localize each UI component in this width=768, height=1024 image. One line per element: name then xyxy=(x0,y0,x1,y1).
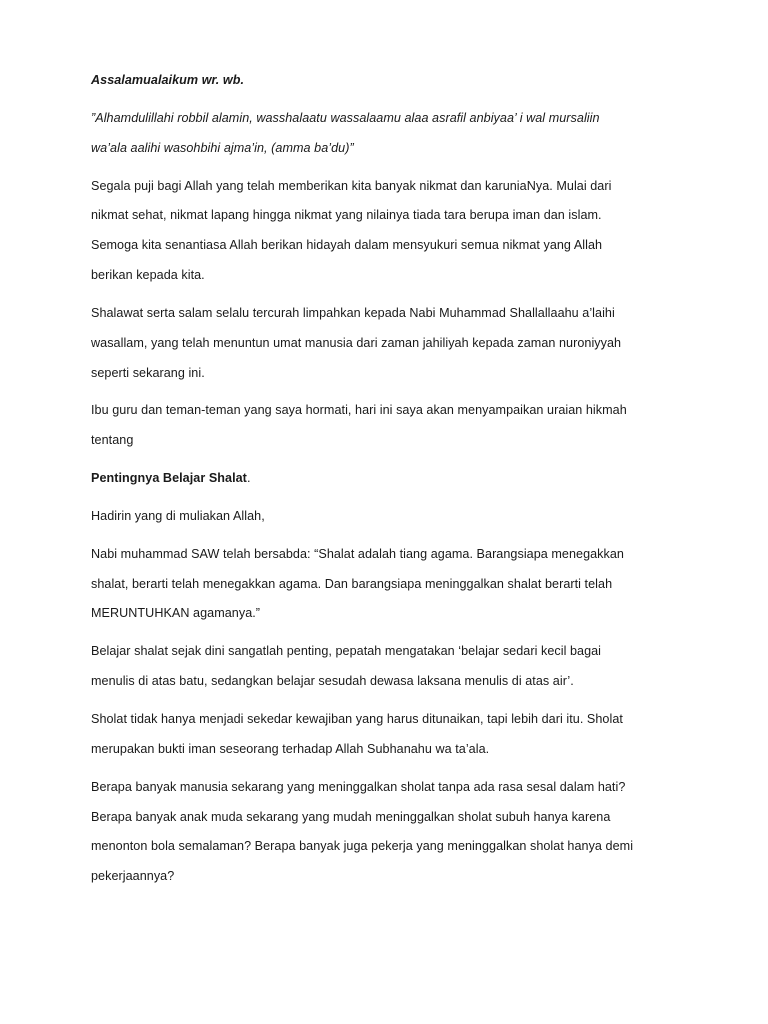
topic-period: . xyxy=(246,471,251,485)
paragraph-obligation-line-2: merupakan bukti iman seseorang terhadap Allah Subhanahu wa ta’ala. xyxy=(91,742,490,756)
topic-title: Pentingnya Belajar Shalat xyxy=(91,471,247,485)
paragraph-hadith-line-1: Nabi muhammad SAW telah bersabda: “Shalat adalah tiang agama. Barangsiapa menegakkan xyxy=(91,547,624,561)
paragraph-hadith-line-2: shalat, berarti telah menegakkan agama. Dan barangsiapa meninggalkan shalat berarti telah xyxy=(91,577,613,591)
paragraph-questions-line-1: Berapa banyak manusia sekarang yang meninggalkan sholat tanpa ada rasa sesal dalam hati? xyxy=(91,780,626,794)
paragraph-intro-line-1: Ibu guru dan teman-teman yang saya hormati, hari ini saya akan menyampaikan uraian hikmah xyxy=(91,403,627,417)
paragraph-praise-line-1: Segala puji bagi Allah yang telah memberikan kita banyak nikmat dan karuniaNya. Mulai dari xyxy=(91,179,612,193)
opening-line-1: ”Alhamdulillahi robbil alamin, wasshalaatu wassalaamu alaa asrafil anbiyaa’ i wal mursaliin xyxy=(91,111,600,125)
paragraph-hadith-line-3: MERUNTUHKAN agamanya.” xyxy=(91,606,261,620)
paragraph-obligation-line-1: Sholat tidak hanya menjadi sekedar kewajiban yang harus ditunaikan, tapi lebih dari itu. Sholat xyxy=(91,712,623,726)
opening-line-2: wa’ala aalihi wasohbihi ajma’in, (amma ba’du)” xyxy=(91,141,354,155)
greeting: Assalamualaikum wr. wb. xyxy=(91,73,245,87)
paragraph-questions-line-4: pekerjaannya? xyxy=(91,869,175,883)
paragraph-intro-line-2: tentang xyxy=(91,433,134,447)
topic-heading xyxy=(91,471,251,485)
paragraph-shalawat-line-3: seperti sekarang ini. xyxy=(91,366,205,380)
paragraph-questions-line-3: menonton bola semalaman? Berapa banyak juga pekerja yang meninggalkan sholat hanya demi xyxy=(91,839,634,853)
paragraph-praise-line-4: berikan kepada kita. xyxy=(91,268,205,282)
audience-address: Hadirin yang di muliakan Allah, xyxy=(91,509,265,523)
paragraph-questions-line-2: Berapa banyak anak muda sekarang yang mudah meninggalkan sholat subuh hanya karena xyxy=(91,810,611,824)
paragraph-shalawat-line-2: wasallam, yang telah menuntun umat manusia dari zaman jahiliyah kepada zaman nuroniyyah xyxy=(91,336,622,350)
paragraph-learning-line-1: Belajar shalat sejak dini sangatlah penting, pepatah mengatakan ‘belajar sedari kecil bagai xyxy=(91,644,602,658)
paragraph-praise-line-2: nikmat sehat, nikmat lapang hingga nikmat yang nilainya tiada tara berupa iman dan islam. xyxy=(91,208,602,222)
paragraph-learning-line-2: menulis di atas batu, sedangkan belajar sesudah dewasa laksana menulis di atas air’. xyxy=(91,674,574,688)
paragraph-shalawat-line-1: Shalawat serta salam selalu tercurah limpahkan kepada Nabi Muhammad Shallallaahu a’laihi xyxy=(91,306,615,320)
paragraph-praise-line-3: Semoga kita senantiasa Allah berikan hidayah dalam mensyukuri semua nikmat yang Allah xyxy=(91,238,603,252)
